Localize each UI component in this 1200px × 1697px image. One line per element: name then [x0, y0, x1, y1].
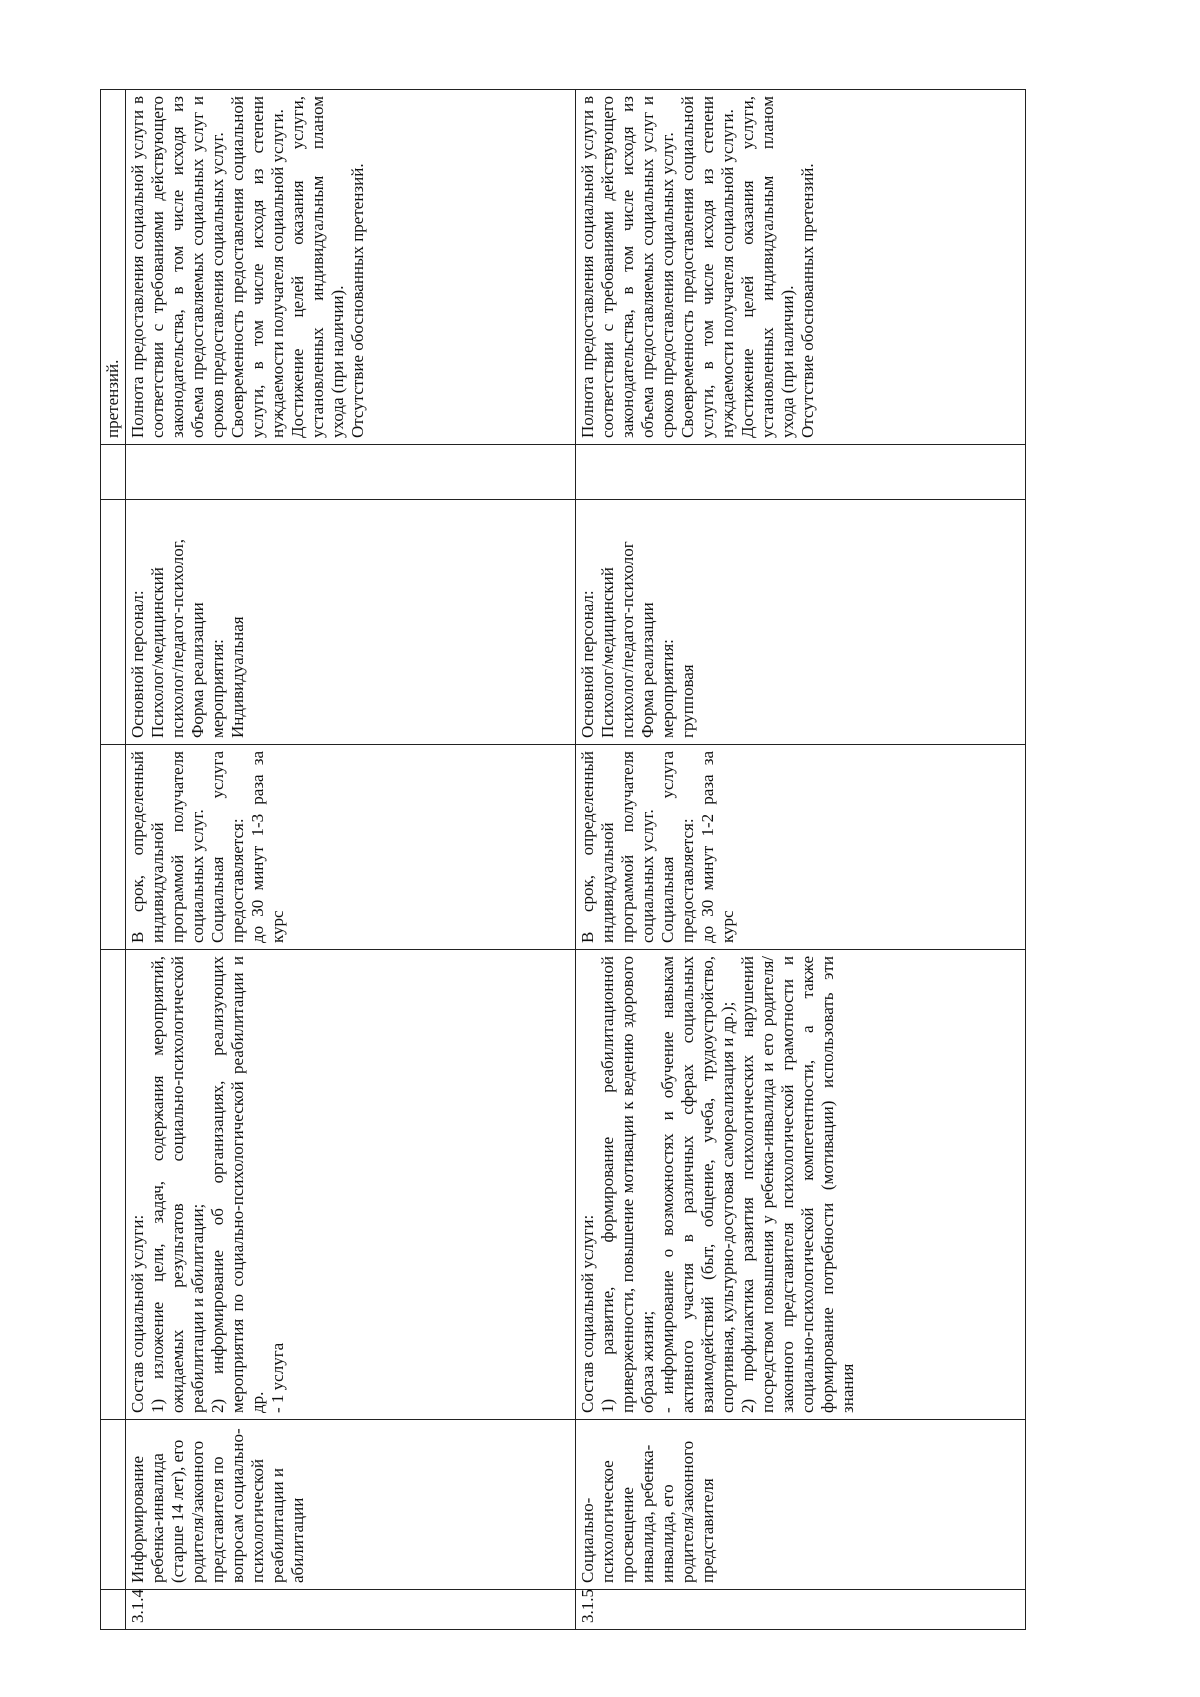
cell-composition: [101, 950, 126, 1420]
cell-name: [101, 1420, 126, 1590]
cell-term: [101, 745, 126, 950]
services-table: [100, 89, 1026, 1630]
cell-term: В срок, определенный индивидуальной программой получателя социальных услуг. Социальная услуга предоставляется: до 30 минут 1-3 раза за курс: [126, 745, 576, 950]
cell-empty: [101, 445, 126, 500]
cell-staff: [101, 500, 126, 745]
table-row: [126, 90, 576, 1630]
cell-num: 3.1.5: [576, 1590, 1026, 1630]
cell-criteria: претензий.: [101, 90, 126, 445]
cell-empty: [576, 445, 1026, 500]
cell-name: Информирование ребенка-инвалида (старше 14 лет), его родителя/законного представителя по вопросам социально-психологической реабилитации и абилитации: [126, 1420, 576, 1590]
cell-staff: Основной персонал: Психолог/медицинский психолог/педагог-психолог, Форма реализации мероприятия: Индивидуальная: [126, 500, 576, 745]
cell-empty: [126, 445, 576, 500]
cell-composition: Состав социальной услуги: 1) развитие, формирование реабилитационной приверженности, повышение мотивации к ведению здорового образа жизни; - информирование о возможностях и обучение навыкам активного участия в различных сферах социальных взаимодействий (быт, общение, учеба, трудоустройство, спортивная, культурно-досуговая самореализация и др.); 2) профилактика развития психологических нарушений посредством повышения у ребенка-инвалида и его родителя/законного представителя психологической грамотности и социально-психологической компетентности, а также формирование потребности (мотивации) использовать эти знания: [576, 950, 1026, 1420]
table-row-continuation: [101, 90, 126, 1630]
cell-criteria: Полнота предоставления социальной услуги в соответствии с требованиями действующего законодательства, в том числе исходя из объема предоставляемых социальных услуг и сроков предоставления социальных услуг. Своевременность предоставления социальной услуги, в том числе исходя из степени нуждаемости получателя социальной услуги. Достижение целей оказания услуги, установленных индивидуальным планом ухода (при наличии). Отсутствие обоснованных претензий.: [126, 90, 576, 445]
rotated-sheet: [100, 60, 1100, 1630]
table-row: [576, 90, 1026, 1630]
cell-term: В срок, определенный индивидуальной программой получателя социальных услуг. Социальная услуга предоставляется: до 30 минут 1-2 раза за курс: [576, 745, 1026, 950]
cell-name: Социально-психологическое просвещение инвалида, ребенка-инвалида, его родителя/законного представителя: [576, 1420, 1026, 1590]
cell-num: 3.1.4: [126, 1590, 576, 1630]
cell-num: [101, 1590, 126, 1630]
cell-criteria: Полнота предоставления социальной услуги в соответствии с требованиями действующего законодательства, в том числе исходя из объема предоставляемых социальных услуг и сроков предоставления социальных услуг. Своевременность предоставления социальной услуги, в том числе исходя из степени нуждаемости получателя социальной услуги. Достижение целей оказания услуги, установленных индивидуальным планом ухода (при наличии). Отсутствие обоснованных претензий.: [576, 90, 1026, 445]
cell-staff: Основной персонал: Психолог/медицинский психолог/педагог-психолог Форма реализации мероприятия: групповая: [576, 500, 1026, 745]
cell-composition: Состав социальной услуги: 1) изложение цели, задач, содержания мероприятий, ожидаемых результатов социально-психологической реабилитации и абилитации; 2) информирование об организациях, реализующих мероприятия по социально-психологической реабилитации и др. - 1 услуга: [126, 950, 576, 1420]
